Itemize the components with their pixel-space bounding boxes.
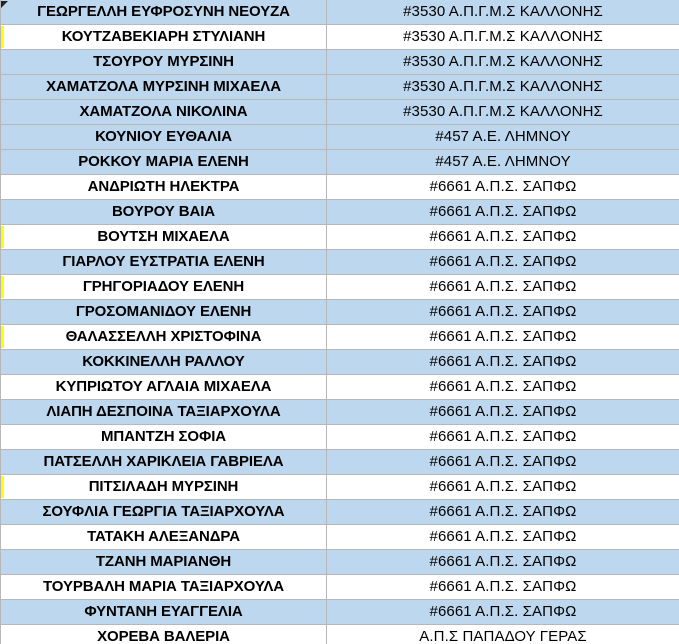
table-row xyxy=(1,325,679,350)
table-row xyxy=(1,175,679,200)
table-row xyxy=(1,625,679,644)
name-cell[interactable]: ΤΑΤΑΚΗ ΑΛΕΞΑΝΔΡΑ xyxy=(1,525,327,550)
club-cell[interactable]: #6661 Α.Π.Σ. ΣΑΠΦΩ xyxy=(327,375,679,400)
name-cell[interactable]: ΚΟΥΝΙΟΥ ΕΥΘΑΛΙΑ xyxy=(1,125,327,150)
table-row xyxy=(1,75,679,100)
club-cell[interactable]: #3530 Α.Π.Γ.Μ.Σ ΚΑΛΛΟΝΗΣ xyxy=(327,100,679,125)
table-row xyxy=(1,550,679,575)
name-cell[interactable]: ΑΝΔΡΙΩΤΗ ΗΛΕΚΤΡΑ xyxy=(1,175,327,200)
club-cell[interactable]: #6661 Α.Π.Σ. ΣΑΠΦΩ xyxy=(327,250,679,275)
table-body xyxy=(1,0,679,644)
table-row xyxy=(1,525,679,550)
cell-note-indicator-icon xyxy=(1,1,8,8)
table-row xyxy=(1,150,679,175)
club-cell[interactable]: #6661 Α.Π.Σ. ΣΑΠΦΩ xyxy=(327,225,679,250)
club-cell[interactable]: #457 Α.Ε. ΛΗΜΝΟΥ xyxy=(327,150,679,175)
table-row xyxy=(1,200,679,225)
club-cell[interactable]: #3530 Α.Π.Γ.Μ.Σ ΚΑΛΛΟΝΗΣ xyxy=(327,50,679,75)
name-cell[interactable]: ΚΥΠΡΙΩΤΟΥ ΑΓΛΑΙΑ ΜΙΧΑΕΛΑ xyxy=(1,375,327,400)
name-cell[interactable]: ΓΡΟΣΟΜΑΝΙΔΟΥ ΕΛΕΝΗ xyxy=(1,300,327,325)
club-cell[interactable]: #3530 Α.Π.Γ.Μ.Σ ΚΑΛΛΟΝΗΣ xyxy=(327,25,679,50)
table-row xyxy=(1,125,679,150)
name-cell[interactable]: ΓΕΩΡΓΕΛΛΗ ΕΥΦΡΟΣΥΝΗ ΝΕΟΥΖΑ xyxy=(1,0,327,25)
cell-highlight-marker xyxy=(1,226,4,248)
club-cell[interactable]: #6661 Α.Π.Σ. ΣΑΠΦΩ xyxy=(327,500,679,525)
table-row xyxy=(1,275,679,300)
name-cell[interactable]: ΛΙΑΠΗ ΔΕΣΠΟΙΝΑ ΤΑΞΙΑΡΧΟΥΛΑ xyxy=(1,400,327,425)
table-row xyxy=(1,425,679,450)
name-cell[interactable]: ΡΟΚΚΟΥ ΜΑΡΙΑ ΕΛΕΝΗ xyxy=(1,150,327,175)
table-row xyxy=(1,0,679,25)
name-cell[interactable]: ΒΟΥΤΣΗ ΜΙΧΑΕΛΑ xyxy=(1,225,327,250)
club-cell[interactable]: #6661 Α.Π.Σ. ΣΑΠΦΩ xyxy=(327,450,679,475)
club-cell[interactable]: #6661 Α.Π.Σ. ΣΑΠΦΩ xyxy=(327,350,679,375)
table-row xyxy=(1,300,679,325)
name-cell[interactable]: ΤΖΑΝΗ ΜΑΡΙΑΝΘΗ xyxy=(1,550,327,575)
table-row xyxy=(1,350,679,375)
name-cell[interactable]: ΘΑΛΑΣΣΕΛΛΗ ΧΡΙΣΤΟΦΙΝΑ xyxy=(1,325,327,350)
table-row xyxy=(1,600,679,625)
table-row xyxy=(1,250,679,275)
name-cell[interactable]: ΓΙΑΡΛΟΥ ΕΥΣΤΡΑΤΙΑ ΕΛΕΝΗ xyxy=(1,250,327,275)
name-cell[interactable]: ΤΟΥΡΒΑΛΗ ΜΑΡΙΑ ΤΑΞΙΑΡΧΟΥΛΑ xyxy=(1,575,327,600)
table-row xyxy=(1,575,679,600)
table-row xyxy=(1,225,679,250)
club-cell[interactable]: #6661 Α.Π.Σ. ΣΑΠΦΩ xyxy=(327,600,679,625)
table-row xyxy=(1,100,679,125)
cell-highlight-marker xyxy=(1,26,4,48)
name-cell[interactable]: ΚΟΚΚΙΝΕΛΛΗ ΡΑΛΛΟΥ xyxy=(1,350,327,375)
club-cell[interactable]: #6661 Α.Π.Σ. ΣΑΠΦΩ xyxy=(327,325,679,350)
club-cell[interactable]: #6661 Α.Π.Σ. ΣΑΠΦΩ xyxy=(327,275,679,300)
table-row xyxy=(1,450,679,475)
name-cell[interactable]: ΣΟΥΦΛΙΑ ΓΕΩΡΓΙΑ ΤΑΞΙΑΡΧΟΥΛΑ xyxy=(1,500,327,525)
club-cell[interactable]: #3530 Α.Π.Γ.Μ.Σ ΚΑΛΛΟΝΗΣ xyxy=(327,0,679,25)
table-row xyxy=(1,475,679,500)
name-cell[interactable]: ΤΣΟΥΡΟΥ ΜΥΡΣΙΝΗ xyxy=(1,50,327,75)
club-cell[interactable]: #6661 Α.Π.Σ. ΣΑΠΦΩ xyxy=(327,475,679,500)
name-cell[interactable]: ΠΙΤΣΙΛΑΔΗ ΜΥΡΣΙΝΗ xyxy=(1,475,327,500)
table-row xyxy=(1,500,679,525)
name-cell[interactable]: ΧΑΜΑΤΖΟΛΑ ΜΥΡΣΙΝΗ ΜΙΧΑΕΛΑ xyxy=(1,75,327,100)
club-cell[interactable]: #6661 Α.Π.Σ. ΣΑΠΦΩ xyxy=(327,575,679,600)
table-row xyxy=(1,400,679,425)
club-cell[interactable]: #6661 Α.Π.Σ. ΣΑΠΦΩ xyxy=(327,300,679,325)
club-cell[interactable]: #6661 Α.Π.Σ. ΣΑΠΦΩ xyxy=(327,525,679,550)
table-row xyxy=(1,25,679,50)
club-cell[interactable]: #6661 Α.Π.Σ. ΣΑΠΦΩ xyxy=(327,400,679,425)
club-cell[interactable]: #6661 Α.Π.Σ. ΣΑΠΦΩ xyxy=(327,200,679,225)
name-cell[interactable]: ΒΟΥΡΟΥ ΒΑΙΑ xyxy=(1,200,327,225)
table-row xyxy=(1,50,679,75)
name-cell[interactable]: ΜΠΑΝΤΖΗ ΣΟΦΙΑ xyxy=(1,425,327,450)
cell-highlight-marker xyxy=(1,326,4,348)
cell-highlight-marker xyxy=(1,276,4,298)
name-cell[interactable]: ΠΑΤΣΕΛΛΗ ΧΑΡΙΚΛΕΙΑ ΓΑΒΡΙΕΛΑ xyxy=(1,450,327,475)
club-cell[interactable]: Α.Π.Σ ΠΑΠΑΔΟΥ ΓΕΡΑΣ xyxy=(327,625,679,644)
club-cell[interactable]: #457 Α.Ε. ΛΗΜΝΟΥ xyxy=(327,125,679,150)
name-cell[interactable]: ΚΟΥΤΖΑΒΕΚΙΑΡΗ ΣΤΥΛΙΑΝΗ xyxy=(1,25,327,50)
club-cell[interactable]: #3530 Α.Π.Γ.Μ.Σ ΚΑΛΛΟΝΗΣ xyxy=(327,75,679,100)
name-cell[interactable]: ΧΟΡΕΒΑ ΒΑΛΕΡΙΑ xyxy=(1,625,327,644)
table-row xyxy=(1,375,679,400)
name-cell[interactable]: ΦΥΝΤΑΝΗ ΕΥΑΓΓΕΛΙΑ xyxy=(1,600,327,625)
club-cell[interactable]: #6661 Α.Π.Σ. ΣΑΠΦΩ xyxy=(327,425,679,450)
club-cell[interactable]: #6661 Α.Π.Σ. ΣΑΠΦΩ xyxy=(327,550,679,575)
club-cell[interactable]: #6661 Α.Π.Σ. ΣΑΠΦΩ xyxy=(327,175,679,200)
name-cell[interactable]: ΓΡΗΓΟΡΙΑΔΟΥ ΕΛΕΝΗ xyxy=(1,275,327,300)
cell-highlight-marker xyxy=(1,476,4,498)
name-cell[interactable]: ΧΑΜΑΤΖΟΛΑ ΝΙΚΟΛΙΝΑ xyxy=(1,100,327,125)
